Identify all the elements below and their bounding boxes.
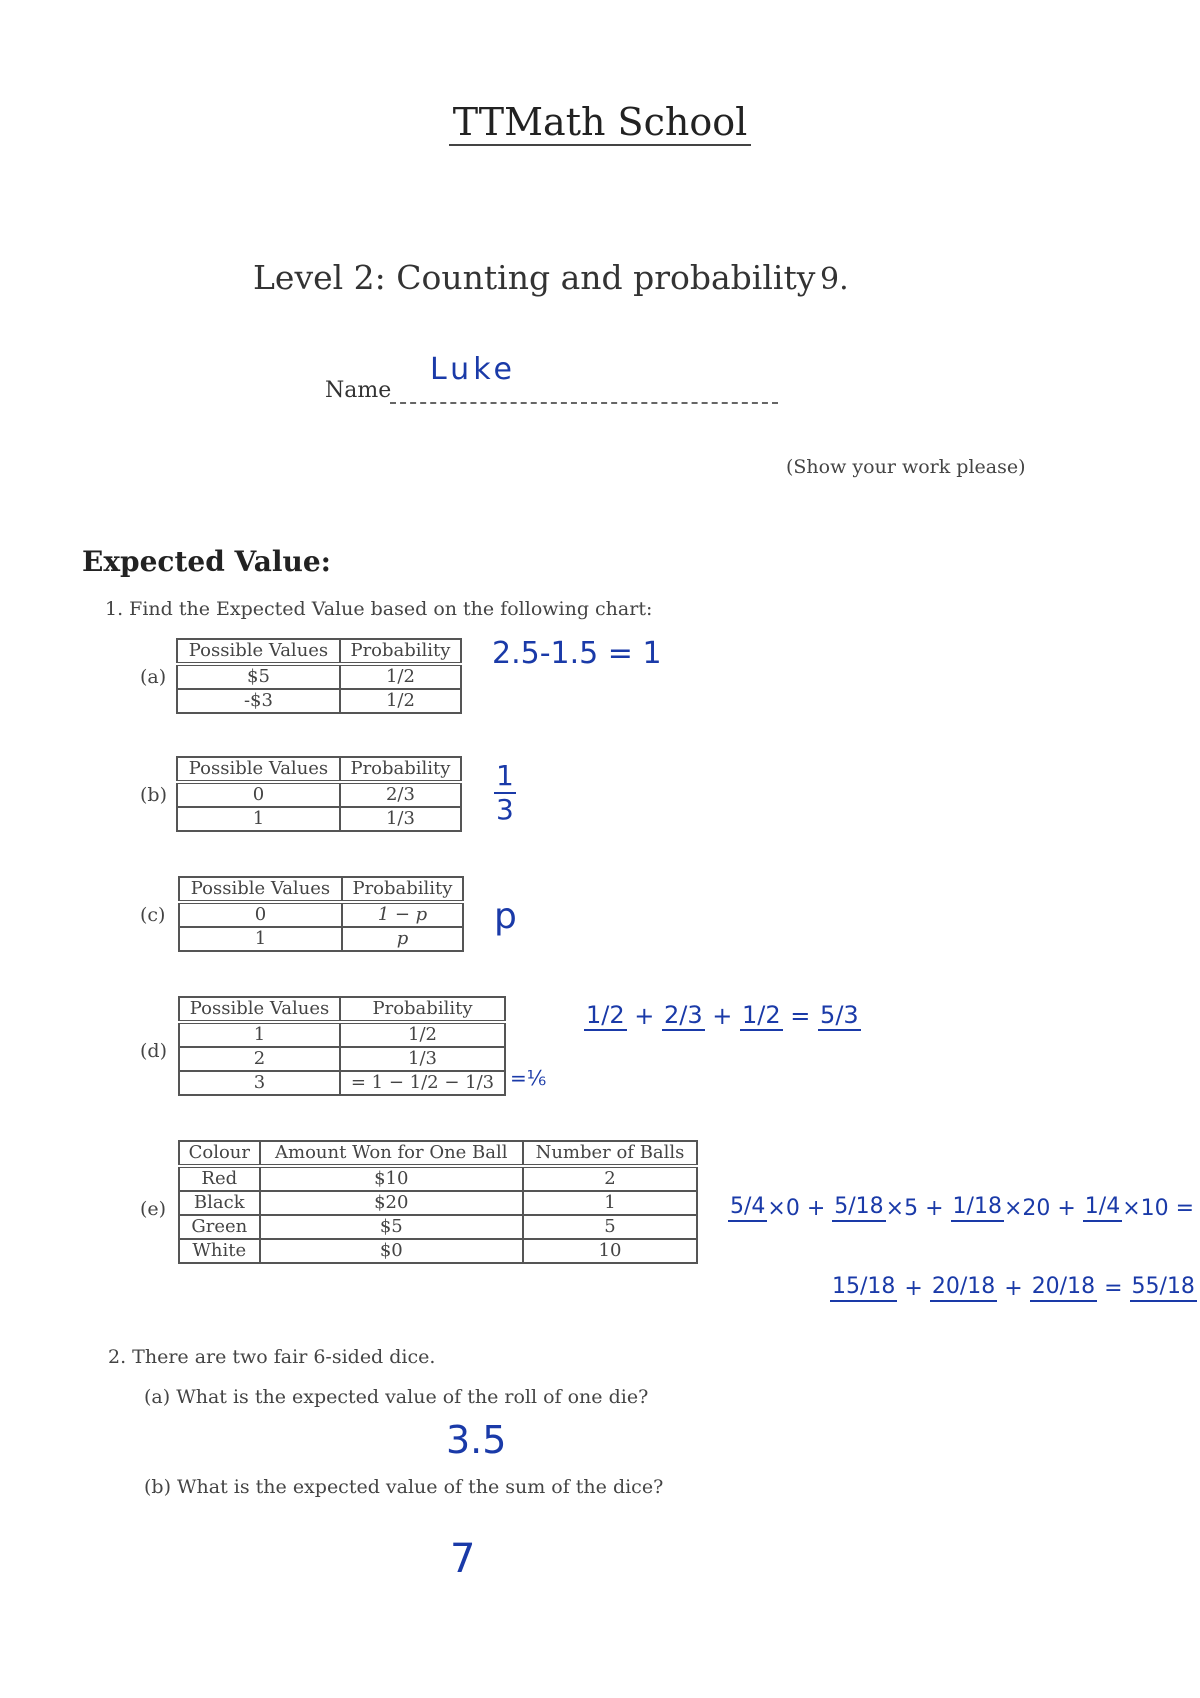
- table-header: Probability: [340, 639, 461, 664]
- table-c: [178, 876, 464, 952]
- sheet-number: 9.: [820, 262, 849, 297]
- work-term-text: 1/2: [742, 1001, 781, 1029]
- answer-e-work-line-2: [830, 1276, 1197, 1302]
- table-cell: $20: [260, 1191, 523, 1215]
- table-row: [177, 664, 461, 689]
- work-term: [728, 1196, 767, 1222]
- table-cell: 1/3: [340, 1047, 505, 1071]
- table-header: Amount Won for One Ball: [260, 1141, 523, 1166]
- work-operator: +: [904, 1276, 923, 1301]
- table-cell: 1/2: [340, 689, 461, 713]
- table-header: Possible Values: [177, 639, 340, 664]
- work-term-text: 20/18: [1030, 1276, 1097, 1302]
- table-cell: p: [342, 927, 463, 951]
- work-term-text: 1/18: [951, 1196, 1004, 1222]
- table-cell: 3: [179, 1071, 340, 1095]
- table-cell: 1: [179, 1022, 340, 1047]
- answer-e-work-line-1: [728, 1196, 1194, 1222]
- work-term-text: 5/18: [832, 1196, 885, 1222]
- work-operator: ×10 =: [1122, 1196, 1195, 1221]
- table-row: [179, 1191, 697, 1215]
- table-cell: = 1 − 1/2 − 1/3: [340, 1071, 505, 1095]
- work-operator: =: [790, 1002, 811, 1030]
- work-operator: ×5 +: [885, 1196, 944, 1221]
- work-operator: =: [1104, 1276, 1123, 1301]
- table-cell: 0: [177, 782, 340, 807]
- part-b-label: (b): [140, 784, 167, 806]
- work-term: [830, 1276, 897, 1302]
- table-header: Probability: [342, 877, 463, 902]
- table-e: [178, 1140, 698, 1264]
- part-d-label: (d): [140, 1040, 167, 1062]
- student-name: Luke: [430, 352, 516, 387]
- answer-d-side-note: =⅙: [510, 1066, 547, 1090]
- answer-d-work: [584, 1002, 861, 1031]
- name-line: [390, 402, 778, 404]
- work-term: [951, 1196, 1004, 1222]
- table-cell: 5: [523, 1215, 697, 1239]
- work-result-text: 55/18: [1130, 1276, 1197, 1302]
- table-header: Possible Values: [179, 877, 342, 902]
- table-cell: White: [179, 1239, 260, 1263]
- section-title: Expected Value:: [82, 545, 331, 578]
- table-b: [176, 756, 462, 832]
- question-2a-prompt: (a) What is the expected value of the roll of one die?: [144, 1386, 649, 1408]
- work-term: [1030, 1276, 1097, 1302]
- table-cell: $5: [260, 1215, 523, 1239]
- answer-b: [494, 759, 516, 826]
- table-row: [179, 927, 463, 951]
- table-row: [179, 1047, 505, 1071]
- table-cell: $0: [260, 1239, 523, 1263]
- table-row: [177, 782, 461, 807]
- table-header: Possible Values: [179, 997, 340, 1022]
- work-operator: ×20 +: [1003, 1196, 1076, 1221]
- answer-b-denominator: 3: [496, 793, 514, 826]
- table-cell: 2: [179, 1047, 340, 1071]
- table-cell: Black: [179, 1191, 260, 1215]
- part-a-label: (a): [140, 666, 167, 688]
- table-header: Possible Values: [177, 757, 340, 782]
- show-work-instruction: (Show your work please): [786, 456, 1026, 478]
- answer-a: 2.5-1.5 = 1: [492, 636, 662, 671]
- work-term-text: 20/18: [930, 1276, 997, 1302]
- work-result: [1130, 1276, 1197, 1302]
- answer-2a: 3.5: [446, 1418, 507, 1462]
- table-header: Probability: [340, 757, 461, 782]
- work-term: [740, 1003, 783, 1031]
- answer-b-numerator: 1: [496, 759, 514, 792]
- table-cell: 1: [177, 807, 340, 831]
- table-cell: Green: [179, 1215, 260, 1239]
- work-term-text: 1/4: [1083, 1196, 1122, 1222]
- table-cell: 1/2: [340, 664, 461, 689]
- work-operator: +: [634, 1002, 655, 1030]
- work-result: [818, 1003, 861, 1031]
- table-cell: 2/3: [340, 782, 461, 807]
- table-cell: 1: [179, 927, 342, 951]
- table-header: Probability: [340, 997, 505, 1022]
- table-cell: $10: [260, 1166, 523, 1191]
- work-term: [584, 1003, 627, 1031]
- work-term-text: 1/2: [586, 1001, 625, 1029]
- table-cell: 10: [523, 1239, 697, 1263]
- table-cell: 2: [523, 1166, 697, 1191]
- table-row: [179, 1071, 505, 1095]
- table-cell: $5: [177, 664, 340, 689]
- table-cell: 1: [523, 1191, 697, 1215]
- work-operator: +: [1004, 1276, 1023, 1301]
- work-term-text: 5/4: [728, 1196, 767, 1222]
- answer-b-fraction: [494, 759, 516, 826]
- part-c-label: (c): [140, 904, 166, 926]
- work-operator: +: [712, 1002, 733, 1030]
- table-cell: Red: [179, 1166, 260, 1191]
- table-cell: 1/2: [340, 1022, 505, 1047]
- work-result-text: 5/3: [820, 1001, 859, 1029]
- table-header: Colour: [179, 1141, 260, 1166]
- school-title: [0, 100, 1200, 144]
- worksheet-subtitle: Level 2: Counting and probability: [253, 258, 816, 297]
- work-term-text: 15/18: [830, 1276, 897, 1302]
- question-2-prompt: 2. There are two fair 6-sided dice.: [108, 1346, 436, 1368]
- table-row: [179, 1166, 697, 1191]
- school-title-text: TTMath School: [449, 100, 751, 146]
- work-term: [930, 1276, 997, 1302]
- table-row: [177, 689, 461, 713]
- table-cell: 0: [179, 902, 342, 927]
- work-term-text: 2/3: [664, 1001, 703, 1029]
- table-row: [179, 902, 463, 927]
- table-header: Number of Balls: [523, 1141, 697, 1166]
- table-cell: 1/3: [340, 807, 461, 831]
- question-2b-prompt: (b) What is the expected value of the sum of the dice?: [144, 1476, 664, 1498]
- table-row: [179, 1022, 505, 1047]
- table-row: [179, 1239, 697, 1263]
- table-d: [178, 996, 506, 1096]
- table-cell: 1 − p: [342, 902, 463, 927]
- part-e-label: (e): [140, 1198, 167, 1220]
- table-a: [176, 638, 462, 714]
- work-term: [662, 1003, 705, 1031]
- answer-2b: 7: [450, 1536, 476, 1582]
- name-label: Name: [325, 378, 392, 403]
- work-term: [832, 1196, 885, 1222]
- work-term: [1083, 1196, 1122, 1222]
- question-1-prompt: 1. Find the Expected Value based on the following chart:: [105, 598, 653, 620]
- answer-c: p: [494, 896, 517, 937]
- table-row: [177, 807, 461, 831]
- work-operator: ×0 +: [767, 1196, 826, 1221]
- table-cell: -$3: [177, 689, 340, 713]
- table-row: [179, 1215, 697, 1239]
